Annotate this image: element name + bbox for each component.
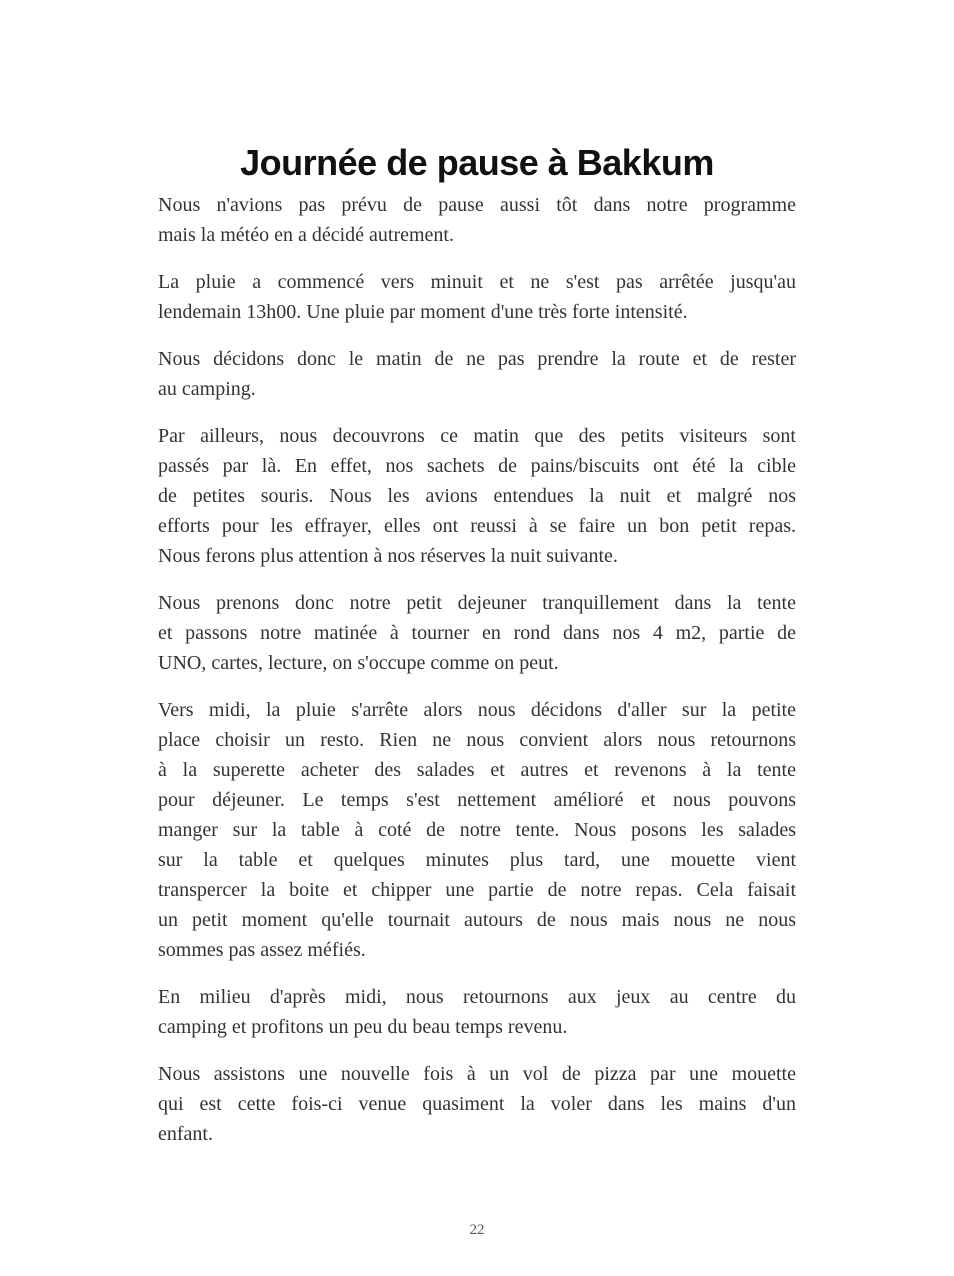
page-title: Journée de pause à Bakkum <box>240 142 714 184</box>
text-line: au camping. <box>158 378 256 400</box>
paragraph <box>158 695 796 965</box>
text-line: pour déjeuner. Le temps s'est nettement amélioré et nous pouvons <box>158 789 796 811</box>
text-line: Nous ferons plus attention à nos réserves la nuit suivante. <box>158 545 618 567</box>
text-line: Nous prenons donc notre petit dejeuner tranquillement dans la tente <box>158 592 796 614</box>
text-line: UNO, cartes, lecture, on s'occupe comme on peut. <box>158 652 559 674</box>
text-line: Nous assistons une nouvelle fois à un vol de pizza par une mouette <box>158 1063 796 1085</box>
text-line: place choisir un resto. Rien ne nous convient alors nous retournons <box>158 729 796 751</box>
text-line: camping et profitons un peu du beau temps revenu. <box>158 1016 568 1038</box>
text-line: Par ailleurs, nous decouvrons ce matin que des petits visiteurs sont <box>158 425 796 447</box>
text-line: Nous n'avions pas prévu de pause aussi tôt dans notre programme <box>158 194 796 216</box>
text-line: manger sur la table à coté de notre tente. Nous posons les salades <box>158 819 796 841</box>
paragraph <box>158 267 796 327</box>
text-line: mais la météo en a décidé autrement. <box>158 224 454 246</box>
text-line: passés par là. En effet, nos sachets de pains/biscuits ont été la cible <box>158 455 796 477</box>
text-line: Nous décidons donc le matin de ne pas prendre la route et de rester <box>158 348 796 370</box>
text-line: enfant. <box>158 1123 213 1145</box>
text-line: et passons notre matinée à tourner en rond dans nos 4 m2, partie de <box>158 622 796 644</box>
paragraph <box>158 982 796 1042</box>
paragraph <box>158 588 796 678</box>
text-line: Vers midi, la pluie s'arrête alors nous décidons d'aller sur la petite <box>158 699 796 721</box>
text-line: lendemain 13h00. Une pluie par moment d'une très forte intensité. <box>158 301 688 323</box>
page-number: 22 <box>469 1222 485 1238</box>
text-line: La pluie a commencé vers minuit et ne s'est pas arrêtée jusqu'au <box>158 271 796 293</box>
text-line: sur la table et quelques minutes plus tard, une mouette vient <box>158 849 796 871</box>
text-line: sommes pas assez méfiés. <box>158 939 366 961</box>
paragraph <box>158 421 796 571</box>
paragraph <box>158 190 796 250</box>
paragraph <box>158 1059 796 1149</box>
text-line: un petit moment qu'elle tournait autours de nous mais nous ne nous <box>158 909 796 931</box>
text-line: qui est cette fois-ci venue quasiment la voler dans les mains d'un <box>158 1093 796 1115</box>
text-line: de petites souris. Nous les avions entendues la nuit et malgré nos <box>158 485 796 507</box>
document-body <box>158 190 796 1166</box>
text-line: En milieu d'après midi, nous retournons aux jeux au centre du <box>158 986 796 1008</box>
paragraph <box>158 344 796 404</box>
text-line: efforts pour les effrayer, elles ont reussi à se faire un bon petit repas. <box>158 515 796 537</box>
text-line: transpercer la boite et chipper une partie de notre repas. Cela faisait <box>158 879 796 901</box>
text-line: à la superette acheter des salades et autres et revenons à la tente <box>158 759 796 781</box>
